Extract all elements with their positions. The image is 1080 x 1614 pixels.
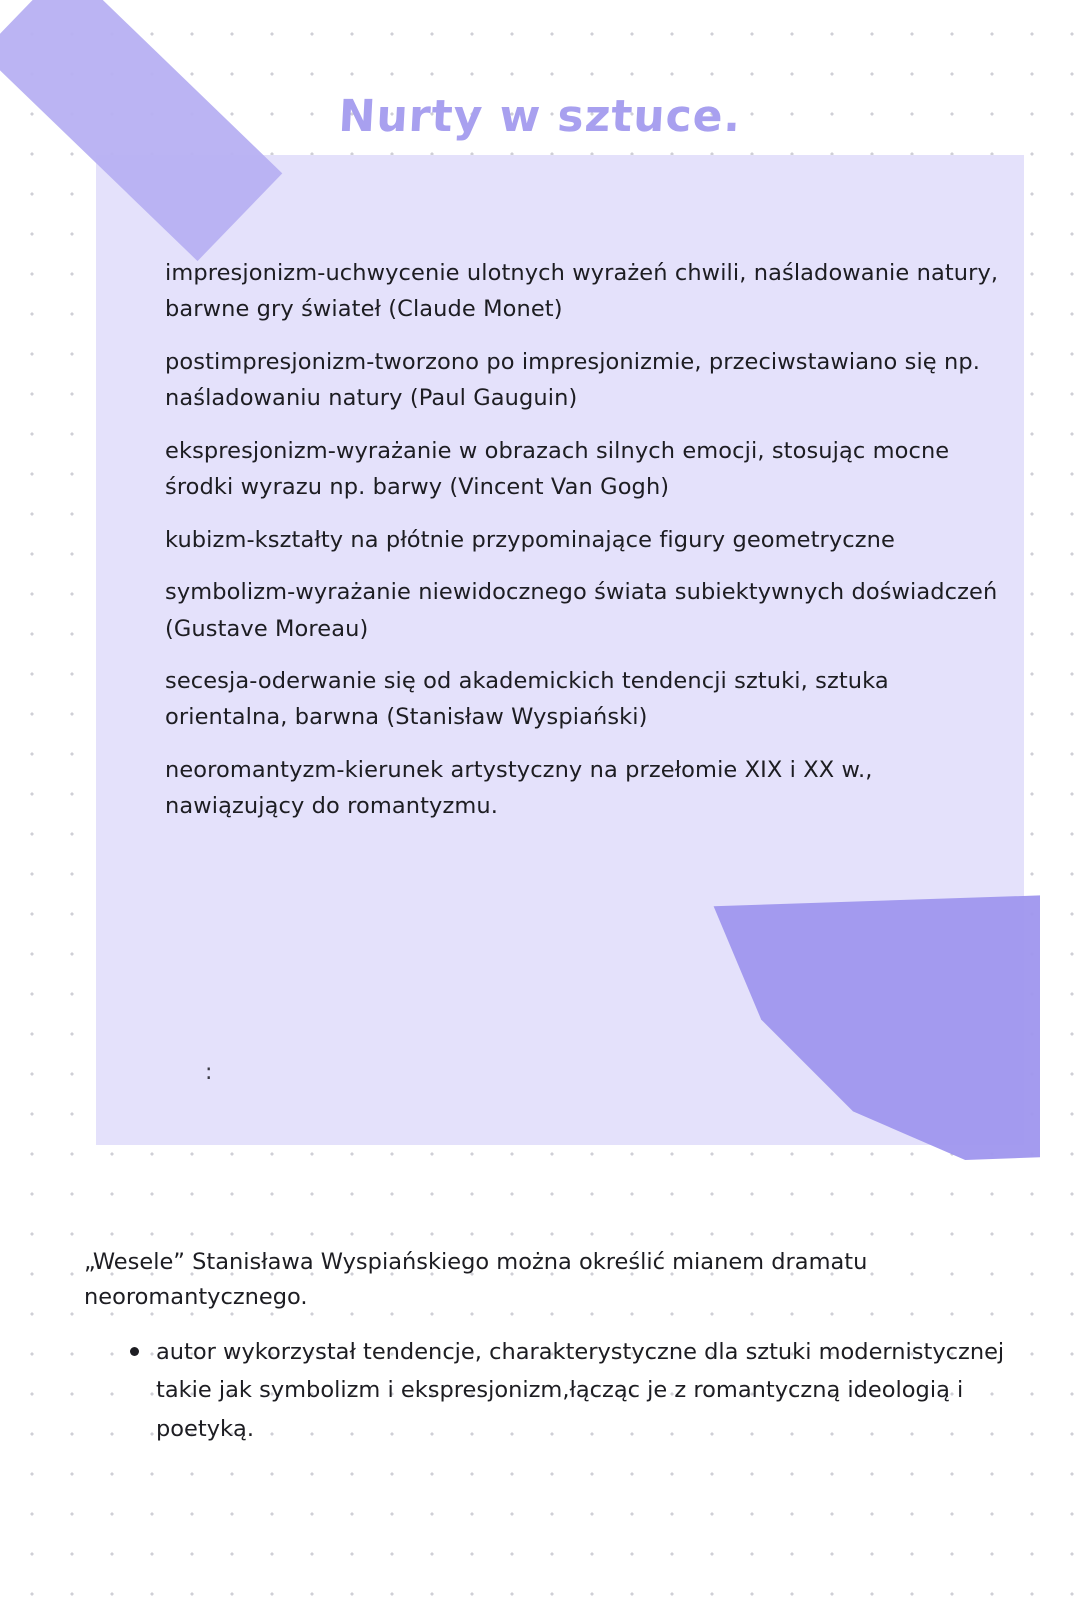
note-line: postimpresjonizm-tworzono po impresjonizmie, przeciwstawiano się np. naśladowaniu natury (Paul Gauguin) xyxy=(165,348,980,412)
note-line: symbolizm-wyrażanie niewidocznego świata subiektywnych doświadczeń (Gustave Moreau) xyxy=(165,579,998,642)
page-title: Nurty w sztuce. xyxy=(337,91,743,143)
note-line: ekspresjonizm-wyrażanie w obrazach silnych emocji, stosując mocne środki wyrazu np. barwy (Vincent Van Gogh) xyxy=(165,437,950,501)
colon-mark: : xyxy=(205,1060,213,1085)
note-line: neoromantyzm-kierunek artystyczny na przełomie XIX i XX w., nawiązujący do romantyzmu. xyxy=(165,756,873,820)
note-content xyxy=(165,255,1010,825)
bottom-section xyxy=(84,1245,1009,1449)
bottom-lead-text: „Wesele” Stanisława Wyspiańskiego można określić mianem dramatu neoromantycznego. xyxy=(84,1249,868,1310)
note-line: impresjonizm-uchwycenie ulotnych wyrażeń chwili, naśladowanie natury, barwne gry świateł (Claude Monet) xyxy=(165,260,999,323)
note-line: kubizm-kształty na płótnie przypominające figury geometryczne xyxy=(165,526,895,553)
bullet-list xyxy=(84,1333,1009,1449)
note-line: secesja-oderwanie się od akademickich tendencji sztuki, sztuka orientalna, barwna (Stanisław Wyspiański) xyxy=(165,667,889,731)
list-item: autor wykorzystał tendencje, charakterystyczne dla sztuki modernistycznej takie jak symbolizm i ekspresjonizm,łącząc je z romantyczną ideologią i poetyką. xyxy=(124,1333,1009,1449)
